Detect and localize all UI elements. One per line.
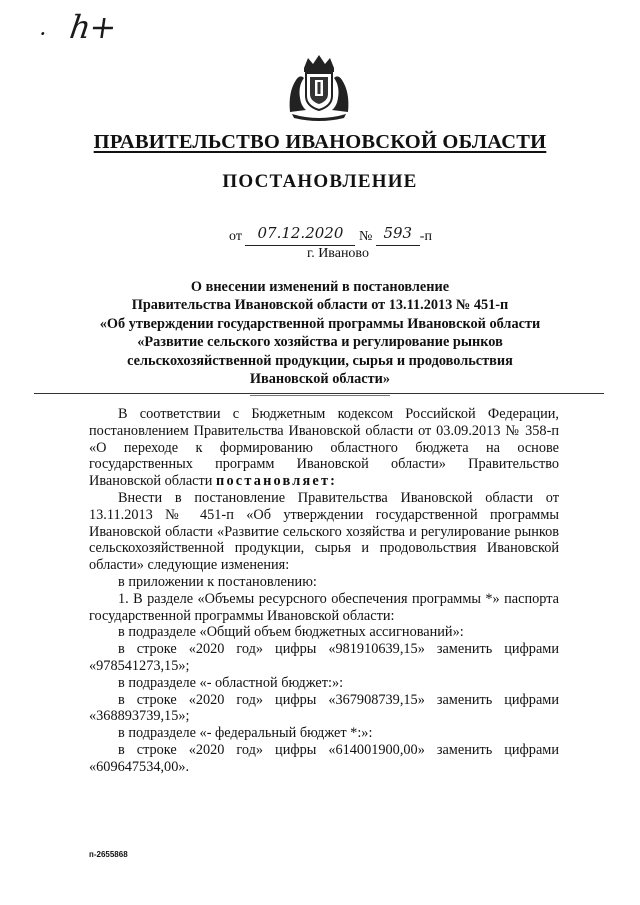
subject-line: О внесении изменений в постановление — [190, 279, 450, 295]
number-field — [376, 226, 420, 246]
number-value: 593 — [383, 224, 413, 242]
ivanovo-coat-of-arms-icon — [284, 52, 354, 122]
resolves-word: постановляет: — [216, 473, 338, 490]
separator-line — [34, 393, 604, 394]
date-from-label: от — [229, 229, 242, 244]
organization-title: ПРАВИТЕЛЬСТВО ИВАНОВСКОЙ ОБЛАСТИ — [93, 131, 547, 153]
city: г. Иваново — [307, 246, 369, 261]
dateline — [229, 226, 432, 246]
handwritten-mark: h+ — [67, 8, 119, 46]
separator-line-short — [250, 395, 390, 396]
handwritten-dot: · — [40, 24, 46, 43]
subject-line: Правительства Ивановской области от 13.11.2013 № 451-п — [131, 297, 509, 314]
date-field — [245, 226, 355, 246]
paragraph: 1. В разделе «Объемы ресурсного обеспечения программы *» паспорта государственной программы Ивановской области: — [89, 590, 559, 624]
date-value: 07.12.2020 — [257, 224, 344, 242]
document-body — [89, 406, 559, 776]
intro-text: В соответствии с Бюджетным кодексом Российской Федерации, постановлением Правительства Ивановской области от 03.09.2013 № 358-п «О переходе к формированию областного бюджета на основе государственных программ Ивановской области» Правительство Ивановской области — [89, 406, 559, 490]
paragraph: в подразделе «- федеральный бюджет *:»: — [118, 725, 373, 742]
paragraph: Внести в постановление Правительства Ивановской области от 13.11.2013 № 451-п «Об утверждении государственной программы Ивановской области «Развитие сельского хозяйства и регулирование рынков сельскохозяйственной продукции, сырья и продовольствия Ивановской области» следующие изменения: — [89, 489, 559, 574]
number-label: № — [358, 229, 373, 244]
paragraph: в приложении к постановлению: — [118, 573, 317, 590]
paragraph: в строке «2020 год» цифры «367908739,15» заменить цифрами «368893739,15»; — [89, 691, 559, 725]
paragraph: в подразделе «- областной бюджет:»: — [118, 674, 344, 691]
subject-line: «Развитие сельского хозяйства и регулирование рынков — [137, 334, 503, 351]
subject-line: сельскохозяйственной продукции, сырья и продовольствия — [127, 352, 513, 369]
paragraph: в строке «2020 год» цифры «981910639,15» заменить цифрами «978541273,15»; — [89, 641, 559, 674]
document-subject — [60, 278, 580, 388]
document-type: ПОСТАНОВЛЕНИЕ — [222, 171, 418, 192]
subject-line: «Об утверждении государственной программы Ивановской области — [99, 315, 541, 332]
subject-line: Ивановской области» — [249, 371, 391, 388]
intro-paragraph — [89, 406, 559, 490]
paragraph: в строке «2020 год» цифры «614001900,00» заменить цифрами «609647534,00». — [89, 741, 559, 775]
number-suffix: -п — [419, 229, 432, 244]
paragraph: в подразделе «Общий объем бюджетных ассигнований»: — [118, 624, 464, 641]
document-code: п-2655868 — [89, 850, 128, 859]
